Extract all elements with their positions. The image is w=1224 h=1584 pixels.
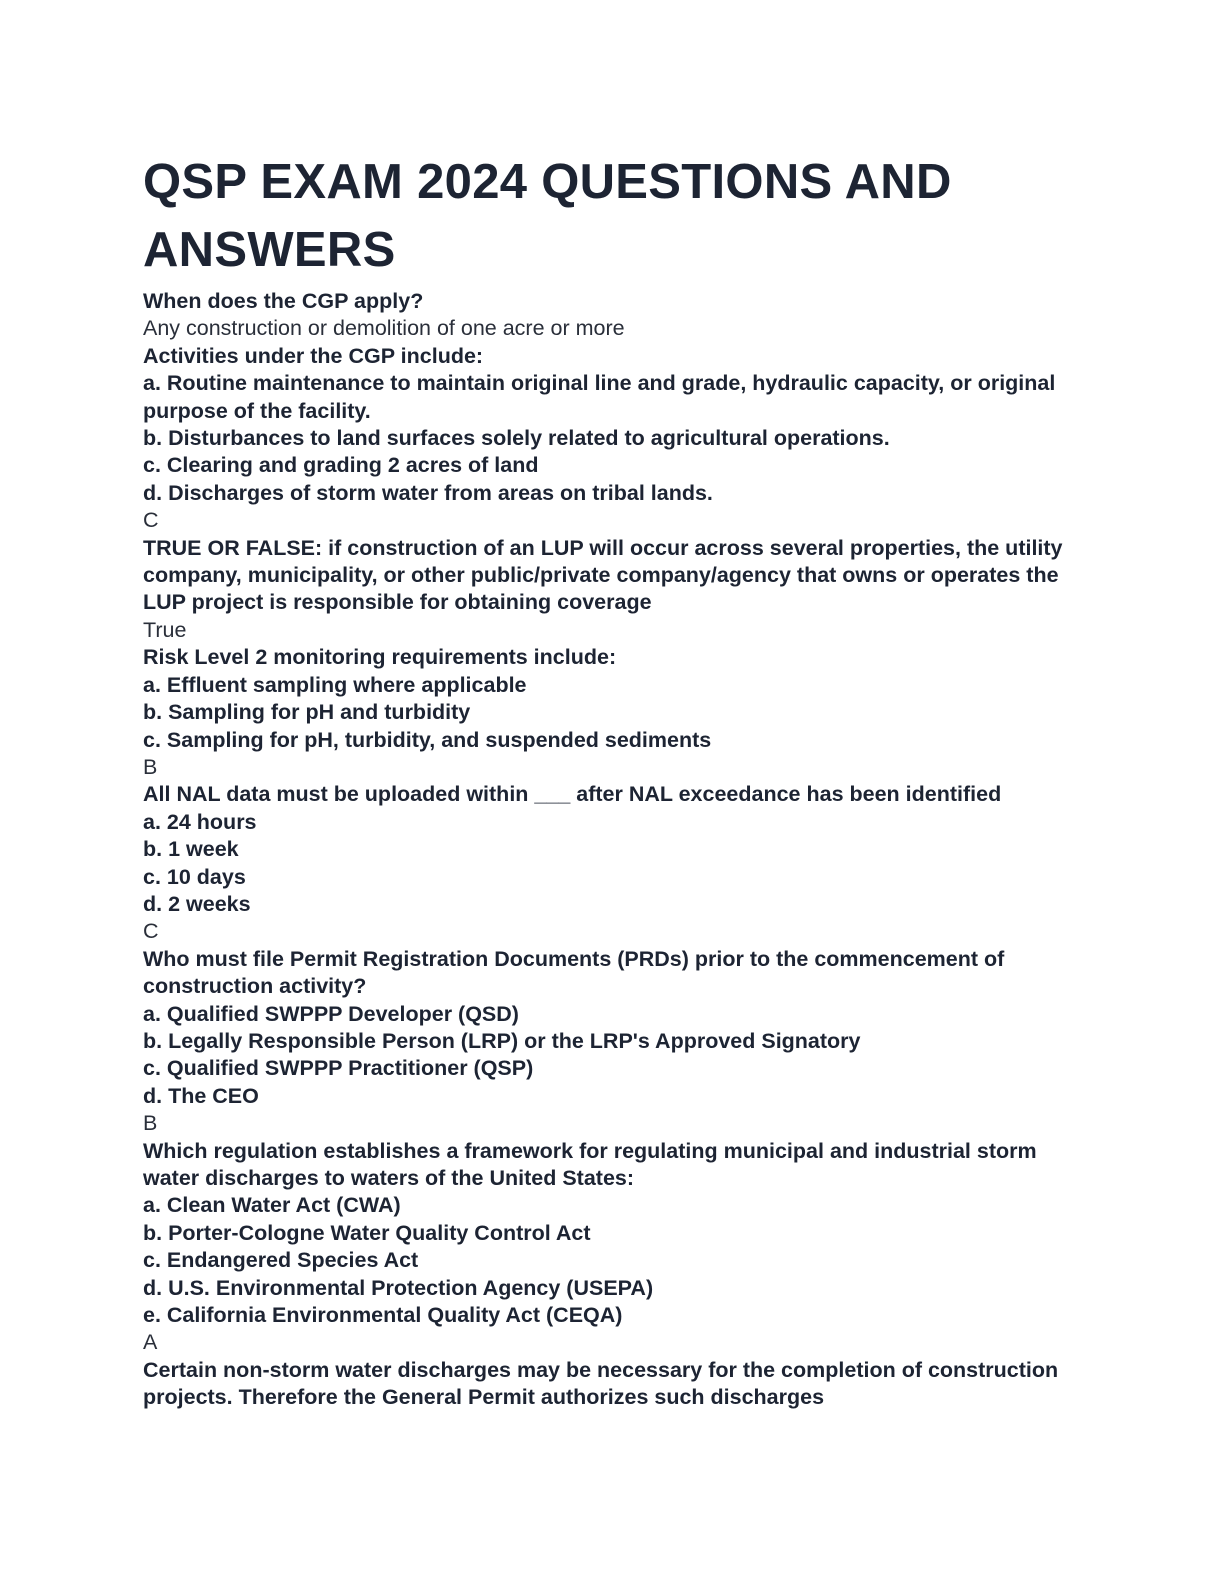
question-text: When does the CGP apply? [143, 289, 424, 313]
qa-item [143, 781, 1083, 945]
answer-text: C [143, 508, 159, 533]
question-text: Which regulation establishes a framework for regulating municipal and industrial storm water discharges to waters of the United States: [143, 1138, 1037, 1190]
qa-item [143, 946, 1083, 1138]
answer-option: b. Porter-Cologne Water Quality Control Act [143, 1220, 591, 1245]
qa-item [143, 644, 1083, 781]
answer-option: a. Routine maintenance to maintain original line and grade, hydraulic capacity, or original purpose of the facility. [143, 371, 1056, 423]
answer-option: c. Endangered Species Act [143, 1248, 419, 1273]
answer-option: c. Qualified SWPPP Practitioner (QSP) [143, 1056, 534, 1081]
answer-option: b. Disturbances to land surfaces solely related to agricultural operations. [143, 426, 890, 451]
answer-text: True [143, 617, 187, 642]
answer-text: A [143, 1330, 158, 1355]
document-page [143, 148, 1083, 1412]
qa-item [143, 535, 1083, 645]
qa-item [143, 1357, 1083, 1412]
answer-option: d. U.S. Environmental Protection Agency (USEPA) [143, 1275, 654, 1300]
answer-text: B [143, 1111, 158, 1136]
question-text: Who must file Permit Registration Documents (PRDs) prior to the commencement of construction activity? [143, 946, 1005, 999]
answer-option: d. 2 weeks [143, 891, 251, 916]
answer-option: d. The CEO [143, 1083, 259, 1108]
answer-text: C [143, 919, 159, 944]
answer-option: b. Legally Responsible Person (LRP) or the LRP's Approved Signatory [143, 1028, 861, 1053]
qa-list [143, 288, 1083, 1412]
qa-item [143, 1138, 1083, 1357]
answer-option: a. Clean Water Act (CWA) [143, 1193, 401, 1218]
answer-option: a. Qualified SWPPP Developer (QSD) [143, 1001, 519, 1026]
answer-option: c. Clearing and grading 2 acres of land [143, 453, 539, 478]
answer-option: b. Sampling for pH and turbidity [143, 700, 471, 725]
answer-option: d. Discharges of storm water from areas on tribal lands. [143, 480, 713, 505]
question-text: TRUE OR FALSE: if construction of an LUP will occur across several properties, the utility company, municipality, or other public/private company/agency that owns or operates the LUP project is responsible for obtaining coverage [143, 535, 1063, 615]
answer-text: Any construction or demolition of one acre or more [143, 316, 625, 341]
question-text: Certain non-storm water discharges may be necessary for the completion of construction projects. Therefore the General Permit authorizes such discharges [143, 1357, 1059, 1410]
question-text: All NAL data must be uploaded within ___ after NAL exceedance has been identified [143, 782, 1002, 807]
answer-option: a. 24 hours [143, 809, 257, 834]
qa-item [143, 288, 1083, 343]
answer-option: e. California Environmental Quality Act (CEQA) [143, 1303, 623, 1328]
answer-text: B [143, 754, 158, 779]
answer-option: b. 1 week [143, 837, 239, 862]
answer-option: c. 10 days [143, 864, 246, 889]
qa-item [143, 343, 1083, 535]
answer-option: c. Sampling for pH, turbidity, and suspended sediments [143, 727, 712, 752]
question-text: Activities under the CGP include: [143, 343, 484, 368]
document-title: QSP EXAM 2024 QUESTIONS AND ANSWERS [143, 155, 952, 277]
question-text: Risk Level 2 monitoring requirements include: [143, 645, 617, 670]
answer-option: a. Effluent sampling where applicable [143, 672, 527, 697]
